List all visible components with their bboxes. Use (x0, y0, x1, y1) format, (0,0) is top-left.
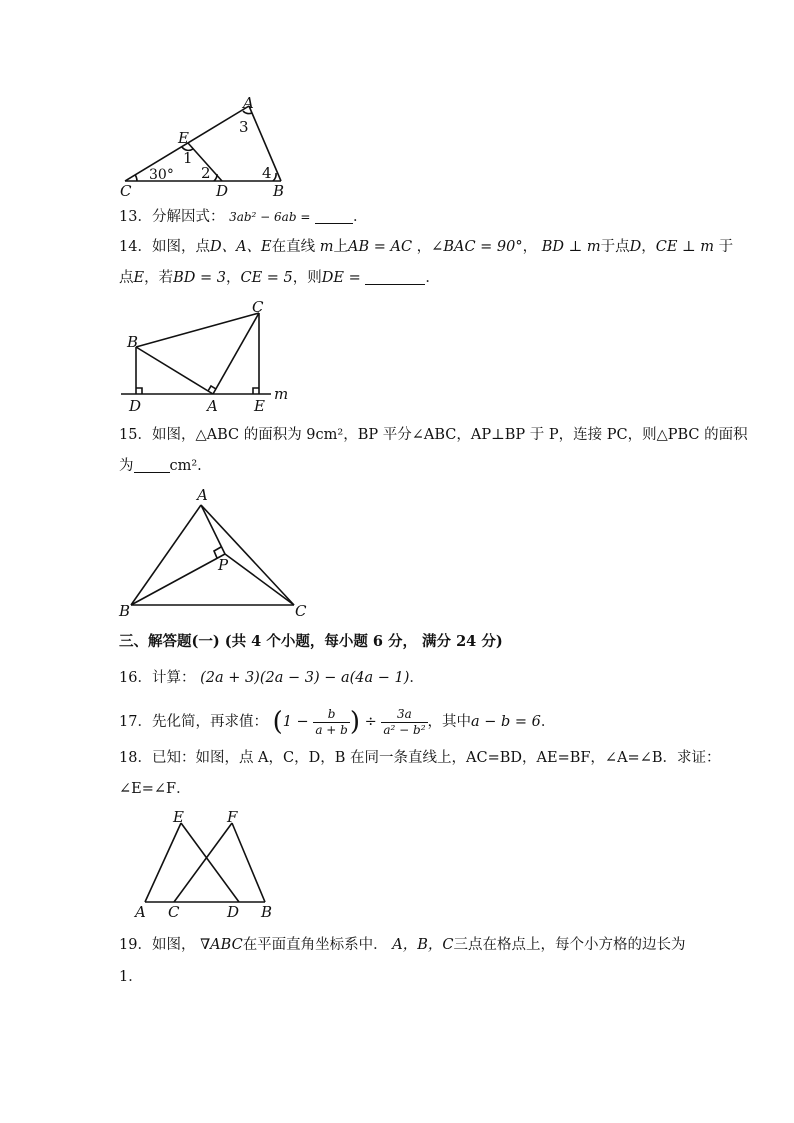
label-A: A (207, 397, 218, 415)
question-18-line-1: 18．已知：如图，点 A，C，D，B 在同一条直线上，AC=BD，AE=BF，∠A=∠B．求证： (119, 750, 721, 766)
q19-text: 在平面直角坐标系中． (242, 937, 388, 953)
q14-text: 点 (119, 270, 134, 286)
question-15-line-2 (119, 456, 202, 476)
q14-text: 于点 (600, 239, 630, 255)
label-E: E (254, 397, 265, 415)
q14-condition: AB = AC (348, 239, 413, 255)
q17-right-paren: ) (349, 707, 360, 737)
q17-f2-denominator: a² − b² (383, 722, 426, 737)
section-three-heading: 三、解答题(一) (共 4 个小题，每小题 6 分， 满分 24 分) (119, 633, 503, 650)
q17-text: 17．先化简，再求值： (119, 714, 268, 730)
q16-expression: (2a + 3)(2a − 3) − a(4a − 1) (200, 670, 410, 686)
q15-text: 为 (119, 458, 134, 474)
question-17 (119, 704, 555, 740)
label-E: E (173, 808, 184, 826)
q14-text: 14．如图，点 (119, 239, 210, 255)
figure-q12 (115, 92, 305, 200)
question-14-line-2 (119, 268, 440, 288)
label-D: D (227, 903, 240, 921)
label-m: m (274, 385, 289, 403)
q14-text: ，则 (292, 270, 322, 286)
label-C: C (168, 903, 180, 921)
q14-text: 于 (718, 239, 734, 255)
q14-ask: DE = (321, 270, 361, 286)
q17-f1-numerator: b (313, 707, 350, 723)
q14-text: 上 (333, 239, 348, 255)
question-19-line-1 (119, 935, 686, 955)
q16-end: ． (409, 670, 424, 686)
q17-divide: ÷ (364, 714, 377, 730)
label-D: D (129, 397, 142, 415)
q14-condition: CE ⊥ m (655, 239, 715, 255)
label-A: A (135, 903, 146, 921)
label-C: C (295, 602, 307, 620)
q14-sep: ， (641, 239, 656, 255)
label-B: B (261, 903, 273, 921)
q17-f2-numerator: 3a (381, 707, 427, 723)
q17-f1-denominator: a + b (315, 722, 348, 737)
label-2: 2 (201, 164, 211, 182)
question-19-line-2: 1． (119, 969, 143, 985)
label-F: F (227, 808, 238, 826)
figure-q14 (115, 298, 295, 416)
q17-end: ． (540, 714, 556, 730)
label-B: B (273, 182, 285, 200)
label-1: 1 (183, 149, 193, 167)
q14-text: 在直线 (271, 239, 316, 255)
label-3: 3 (239, 118, 249, 136)
q13-expression: 3ab² − 6ab = (229, 210, 311, 224)
question-15-line-1: 15．如图，△ABC 的面积为 9cm²，BP 平分∠ABC，AP⊥BP 于 P，连接 PC，则△PBC 的面积 (119, 427, 748, 443)
q14-condition: BD ⊥ m (541, 239, 601, 255)
label-A: A (197, 486, 208, 504)
q17-fraction-2 (381, 707, 427, 738)
label-C: C (252, 298, 264, 316)
label-A: A (243, 94, 254, 112)
q14-points: D、A、E (209, 239, 272, 255)
q14-given: CE = 5 (240, 270, 293, 286)
q16-text: 16．计算： (119, 670, 196, 686)
q14-sep: ， (522, 239, 538, 255)
q17-one-minus: 1 − (282, 714, 309, 730)
figure-q15 (115, 486, 315, 620)
q19-triangle: ∇ABC (200, 937, 243, 953)
label-B: B (119, 602, 131, 620)
q13-number: 13． (119, 209, 152, 225)
q13-text: 分解因式： (151, 209, 225, 225)
q17-left-paren: ( (272, 707, 283, 737)
q14-sep: ， (416, 239, 432, 255)
label-30deg: 30° (149, 167, 174, 183)
q14-end: ． (425, 270, 440, 286)
q14-sep: ， (225, 270, 241, 286)
question-16 (119, 668, 424, 688)
question-13 (119, 207, 367, 227)
q14-text: ，若 (144, 270, 174, 286)
q14-point: E (133, 270, 145, 286)
q14-answer-blank[interactable] (365, 270, 425, 285)
label-E: E (178, 129, 189, 147)
q19-text: 19．如图， (119, 937, 196, 953)
q14-condition: ∠BAC = 90° (431, 239, 523, 255)
label-4: 4 (262, 164, 272, 182)
q13-end: ． (352, 209, 368, 225)
q14-line-m: m (319, 239, 334, 255)
label-B: B (127, 333, 139, 351)
q19-text: 三点在格点上，每个小方格的边长为 (453, 937, 686, 953)
q17-text: ，其中 (427, 714, 472, 730)
q17-condition: a − b = 6 (471, 714, 541, 730)
label-C: C (120, 182, 132, 200)
label-P: P (218, 556, 229, 574)
q13-answer-blank[interactable] (315, 209, 353, 224)
q14-given: BD = 3 (173, 270, 226, 286)
figure-q18 (115, 806, 285, 922)
q15-answer-blank[interactable] (134, 458, 170, 473)
label-D: D (216, 182, 229, 200)
q14-point: D (629, 239, 642, 255)
q19-points: A，B，C (392, 937, 454, 953)
q17-fraction-1 (313, 707, 350, 738)
q15-unit: cm². (169, 458, 202, 474)
question-18-line-2: ∠E=∠F． (119, 781, 191, 797)
question-14-line-1 (119, 237, 733, 257)
